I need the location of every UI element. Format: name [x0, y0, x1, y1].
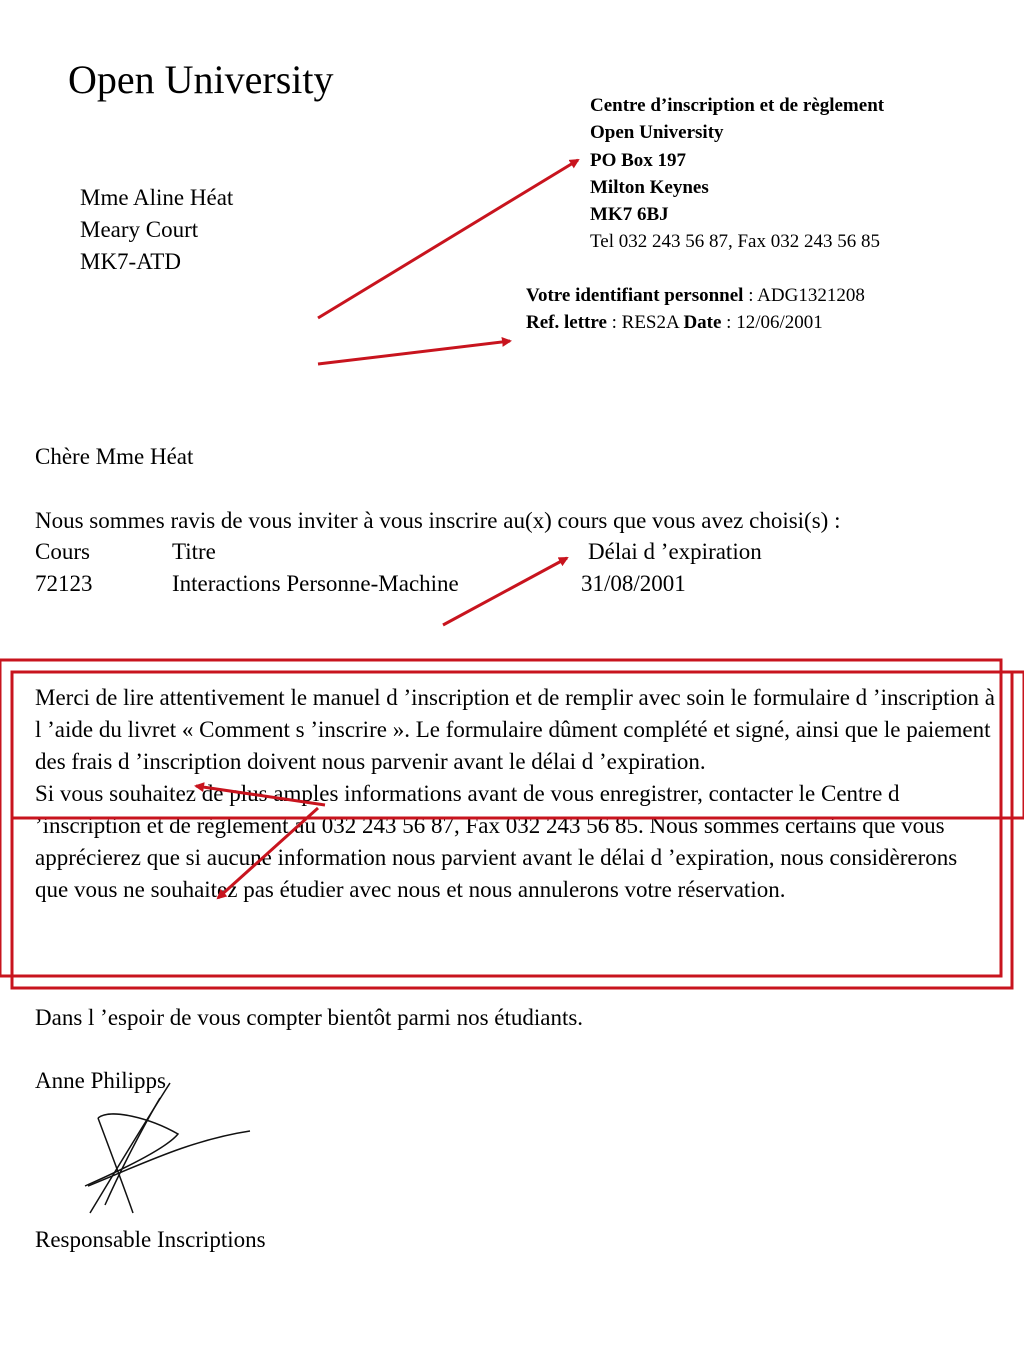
table-cell-title: Interactions Personne-Machine	[172, 571, 459, 596]
sender-line-3: PO Box 197	[590, 149, 687, 171]
date-label: Date	[683, 312, 722, 333]
sender-contact: Tel 032 243 56 87, Fax 032 243 56 85	[590, 231, 880, 253]
instructions-paragraphs	[35, 682, 995, 906]
paragraph-instructions: Merci de lire attentivement le manuel d ’inscription et de remplir avec soin le formulaire d ’inscription à l ’aide du livret « Comment s ’inscrire ». Le formulaire dûment complété et signé, ainsi que le paiement des frais d ’inscription doivent nous parvenir avant le délai d ’expiration.	[35, 685, 995, 774]
letter-ref-value: : RES2A	[606, 312, 684, 333]
signatory-role: Responsable Inscriptions	[35, 1227, 266, 1252]
sender-address	[590, 92, 884, 256]
sender-line-1: Centre d’inscription et de règlement	[590, 95, 885, 116]
sender-line-4: Milton Keynes	[590, 176, 709, 198]
personal-id-value: : ADG1321208	[743, 285, 865, 306]
signatory-name: Anne Philipps	[35, 1068, 166, 1093]
table-cell-course: 72123	[35, 571, 93, 596]
table-header-title: Titre	[172, 539, 216, 564]
date-value: : 12/06/2001	[721, 312, 823, 333]
personal-id-line	[526, 282, 865, 309]
document-title: Open University	[68, 57, 334, 102]
intro-sentence: Nous sommes ravis de vous inviter à vous inscrire au(x) cours que vous avez choisi(s) :	[35, 508, 841, 533]
handwritten-signature	[85, 1083, 250, 1213]
personal-id-label: Votre identifiant personnel	[526, 285, 744, 306]
recipient-address	[80, 182, 233, 278]
letter-ref-line	[526, 309, 865, 336]
recipient-postcode: MK7-ATD	[80, 249, 181, 274]
recipient-name: Mme Aline Héat	[80, 185, 234, 210]
arrow-to-reference	[318, 341, 510, 364]
greeting: Chère Mme Héat	[35, 444, 194, 469]
table-header-deadline: Délai d ’expiration	[588, 539, 762, 564]
recipient-street: Meary Court	[80, 217, 199, 242]
closing-sentence: Dans l ’espoir de vous compter bientôt parmi nos étudiants.	[35, 1005, 584, 1030]
reference-block	[526, 282, 865, 336]
sender-line-2: Open University	[590, 122, 724, 144]
table-header-course: Cours	[35, 539, 90, 564]
table-cell-deadline: 31/08/2001	[581, 571, 686, 596]
arrow-to-deadline	[443, 558, 567, 625]
paragraph-contact: Si vous souhaitez de plus amples informations avant de vous enregistrer, contacter le Centre d ’inscription et de règlement au 032 243 56 87, Fax 032 243 56 85. Nous sommes certains que vous apprécierez que si aucune information nous parvient avant le délai d ’expiration, nous considèrerons que vous ne souhaitez pas étudier avec nous et nous annulerons votre réservation.	[35, 781, 958, 902]
sender-line-5: MK7 6BJ	[590, 204, 669, 226]
letter-ref-label: Ref. lettre	[526, 312, 607, 333]
